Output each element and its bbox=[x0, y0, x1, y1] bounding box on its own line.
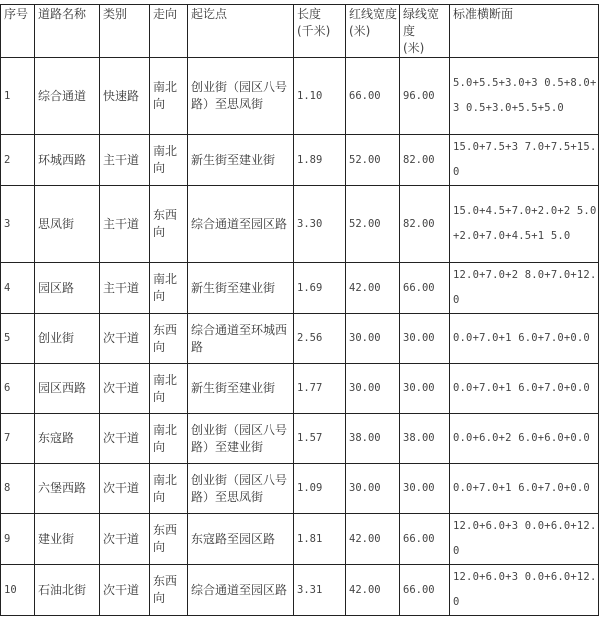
cell-category: 主干道 bbox=[100, 135, 150, 186]
header-from-to: 起讫点 bbox=[188, 5, 294, 58]
cell-direction: 东西向 bbox=[150, 186, 188, 263]
table-row bbox=[1, 414, 599, 464]
cell-length: 1.57 bbox=[294, 414, 346, 464]
cell-cross-section: 5.0+5.5+3.0+3 0.5+8.0+3 0.5+3.0+5.5+5.0 bbox=[450, 58, 599, 135]
cell-index: 6 bbox=[1, 364, 35, 414]
cell-road-name: 六堡西路 bbox=[35, 464, 100, 514]
header-length bbox=[294, 5, 346, 58]
cell-road-name: 园区路 bbox=[35, 263, 100, 314]
cell-road-name: 园区西路 bbox=[35, 364, 100, 414]
cell-green-line-width: 30.00 bbox=[400, 364, 450, 414]
cell-road-name: 创业街 bbox=[35, 314, 100, 364]
cell-green-line-width: 30.00 bbox=[400, 314, 450, 364]
cell-red-line-width: 66.00 bbox=[346, 58, 400, 135]
header-length-unit: (千米) bbox=[297, 24, 331, 38]
cell-index: 9 bbox=[1, 514, 35, 565]
cell-category: 次干道 bbox=[100, 314, 150, 364]
cell-red-line-width: 30.00 bbox=[346, 464, 400, 514]
cell-green-line-width: 96.00 bbox=[400, 58, 450, 135]
cell-from-to: 综合通道至园区路 bbox=[188, 565, 294, 616]
cell-cross-section: 12.0+6.0+3 0.0+6.0+12.0 bbox=[450, 514, 599, 565]
header-category: 类别 bbox=[100, 5, 150, 58]
cell-road-name: 环城西路 bbox=[35, 135, 100, 186]
cell-length: 1.69 bbox=[294, 263, 346, 314]
cell-cross-section: 12.0+7.0+2 8.0+7.0+12.0 bbox=[450, 263, 599, 314]
cell-red-line-width: 38.00 bbox=[346, 414, 400, 464]
cell-from-to: 创业街（园区八号路）至思凤街 bbox=[188, 58, 294, 135]
cell-index: 3 bbox=[1, 186, 35, 263]
cell-index: 8 bbox=[1, 464, 35, 514]
cell-from-to: 新生街至建业街 bbox=[188, 263, 294, 314]
cell-direction: 东西向 bbox=[150, 514, 188, 565]
header-green-label: 绿线宽度 bbox=[403, 7, 440, 38]
cell-category: 次干道 bbox=[100, 414, 150, 464]
table-row bbox=[1, 263, 599, 314]
header-red-line-width bbox=[346, 5, 400, 58]
cell-cross-section: 0.0+7.0+1 6.0+7.0+0.0 bbox=[450, 364, 599, 414]
cell-length: 2.56 bbox=[294, 314, 346, 364]
header-road-name: 道路名称 bbox=[35, 5, 100, 58]
cell-green-line-width: 38.00 bbox=[400, 414, 450, 464]
cell-green-line-width: 66.00 bbox=[400, 263, 450, 314]
cell-direction: 南北向 bbox=[150, 414, 188, 464]
cell-direction: 东西向 bbox=[150, 565, 188, 616]
cell-road-name: 综合通道 bbox=[35, 58, 100, 135]
table-row bbox=[1, 135, 599, 186]
cell-direction: 东西向 bbox=[150, 314, 188, 364]
cell-length: 1.81 bbox=[294, 514, 346, 565]
header-length-label: 长度 bbox=[297, 7, 322, 21]
table-row bbox=[1, 364, 599, 414]
table-row bbox=[1, 565, 599, 616]
cell-red-line-width: 30.00 bbox=[346, 364, 400, 414]
cell-direction: 南北向 bbox=[150, 263, 188, 314]
cell-road-name: 石油北街 bbox=[35, 565, 100, 616]
cell-cross-section: 15.0+4.5+7.0+2.0+2 5.0+2.0+7.0+4.5+1 5.0 bbox=[450, 186, 599, 263]
header-cross-section: 标准横断面 bbox=[450, 5, 599, 58]
cell-cross-section: 0.0+7.0+1 6.0+7.0+0.0 bbox=[450, 464, 599, 514]
cell-from-to: 综合通道至园区路 bbox=[188, 186, 294, 263]
cell-category: 次干道 bbox=[100, 565, 150, 616]
header-green-line-width bbox=[400, 5, 450, 58]
cell-green-line-width: 82.00 bbox=[400, 186, 450, 263]
header-direction: 走向 bbox=[150, 5, 188, 58]
cell-from-to: 创业街（园区八号路）至思凤街 bbox=[188, 464, 294, 514]
cell-direction: 南北向 bbox=[150, 364, 188, 414]
cell-red-line-width: 52.00 bbox=[346, 135, 400, 186]
cell-red-line-width: 42.00 bbox=[346, 514, 400, 565]
cell-category: 次干道 bbox=[100, 514, 150, 565]
cell-index: 7 bbox=[1, 414, 35, 464]
cell-cross-section: 15.0+7.5+3 7.0+7.5+15.0 bbox=[450, 135, 599, 186]
cell-green-line-width: 66.00 bbox=[400, 514, 450, 565]
cell-index: 10 bbox=[1, 565, 35, 616]
cell-green-line-width: 30.00 bbox=[400, 464, 450, 514]
cell-from-to: 新生街至建业街 bbox=[188, 364, 294, 414]
cell-from-to: 创业街（园区八号路）至建业街 bbox=[188, 414, 294, 464]
cell-direction: 南北向 bbox=[150, 58, 188, 135]
cell-red-line-width: 30.00 bbox=[346, 314, 400, 364]
header-green-unit: (米) bbox=[403, 41, 425, 55]
cell-red-line-width: 52.00 bbox=[346, 186, 400, 263]
cell-cross-section: 0.0+7.0+1 6.0+7.0+0.0 bbox=[450, 314, 599, 364]
cell-red-line-width: 42.00 bbox=[346, 263, 400, 314]
cell-cross-section: 12.0+6.0+3 0.0+6.0+12.0 bbox=[450, 565, 599, 616]
header-row bbox=[1, 5, 599, 58]
cell-direction: 南北向 bbox=[150, 135, 188, 186]
cell-category: 次干道 bbox=[100, 364, 150, 414]
cell-direction: 南北向 bbox=[150, 464, 188, 514]
cell-length: 3.30 bbox=[294, 186, 346, 263]
cell-category: 次干道 bbox=[100, 464, 150, 514]
header-red-unit: (米) bbox=[349, 24, 371, 38]
cell-length: 1.10 bbox=[294, 58, 346, 135]
cell-length: 1.89 bbox=[294, 135, 346, 186]
cell-category: 主干道 bbox=[100, 186, 150, 263]
cell-index: 4 bbox=[1, 263, 35, 314]
road-planning-table bbox=[0, 4, 599, 616]
cell-length: 1.09 bbox=[294, 464, 346, 514]
cell-category: 主干道 bbox=[100, 263, 150, 314]
table-row bbox=[1, 186, 599, 263]
header-index: 序号 bbox=[1, 5, 35, 58]
table-row bbox=[1, 314, 599, 364]
cell-road-name: 东寇路 bbox=[35, 414, 100, 464]
cell-index: 1 bbox=[1, 58, 35, 135]
cell-length: 3.31 bbox=[294, 565, 346, 616]
cell-index: 2 bbox=[1, 135, 35, 186]
table-row bbox=[1, 514, 599, 565]
cell-green-line-width: 82.00 bbox=[400, 135, 450, 186]
cell-green-line-width: 66.00 bbox=[400, 565, 450, 616]
cell-red-line-width: 42.00 bbox=[346, 565, 400, 616]
table-row bbox=[1, 464, 599, 514]
cell-from-to: 东寇路至园区路 bbox=[188, 514, 294, 565]
table-row bbox=[1, 58, 599, 135]
cell-from-to: 综合通道至环城西路 bbox=[188, 314, 294, 364]
cell-index: 5 bbox=[1, 314, 35, 364]
cell-road-name: 建业街 bbox=[35, 514, 100, 565]
cell-cross-section: 0.0+6.0+2 6.0+6.0+0.0 bbox=[450, 414, 599, 464]
cell-category: 快速路 bbox=[100, 58, 150, 135]
cell-length: 1.77 bbox=[294, 364, 346, 414]
cell-from-to: 新生街至建业街 bbox=[188, 135, 294, 186]
cell-road-name: 思凤街 bbox=[35, 186, 100, 263]
header-red-label: 红线宽度 bbox=[349, 7, 398, 21]
